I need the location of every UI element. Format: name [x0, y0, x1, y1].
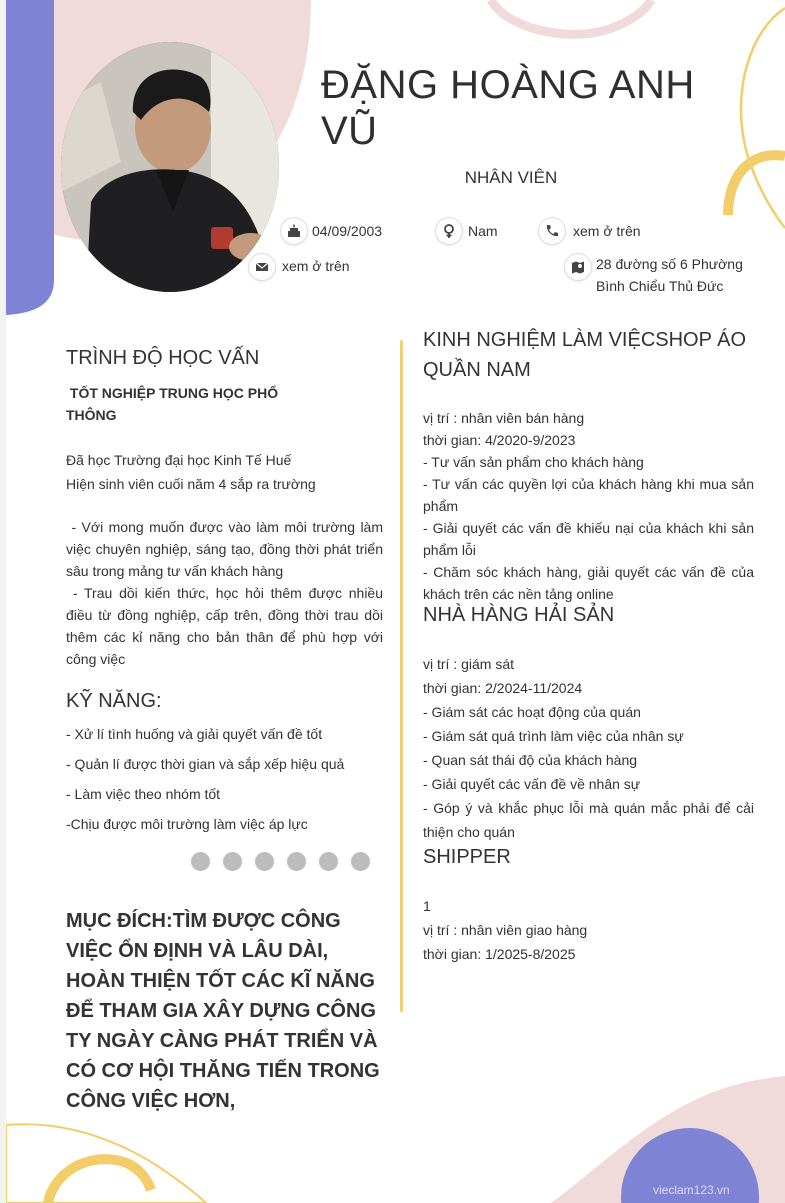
cv-page [6, 0, 785, 1203]
phone-icon [539, 218, 565, 244]
rating-dot [287, 852, 306, 871]
experience-heading: KINH NGHIỆM LÀM VIỆCSHOP ÁO QUẦN NAM [423, 329, 747, 381]
job3-details [423, 894, 754, 966]
job2-duty: - Giám sát các hoạt động của quán [423, 704, 641, 720]
rating-dot [319, 852, 338, 871]
job3-heading: SHIPPER [423, 846, 511, 868]
map-icon [565, 254, 591, 280]
candidate-name: ĐẶNG HOÀNG ANH VŨ [321, 63, 695, 153]
rating-dot [223, 852, 242, 871]
email-icon [249, 254, 275, 280]
skill-item: - Làm việc theo nhóm tốt [66, 786, 221, 802]
skill-item: - Xử lí tình huống và giải quyết vấn đề tốt [66, 726, 323, 742]
job2-time: thời gian: 2/2024-11/2024 [423, 680, 583, 696]
skills-heading: KỸ NĂNG: [66, 690, 162, 712]
job1-duty: - Giải quyết các vấn đề khiếu nại của khách khi sản phẩm lỗi [423, 520, 754, 558]
rating-dot [351, 852, 370, 871]
career-goal: MỤC ĐÍCH:TÌM ĐƯỢC CÔNG VIỆC ỔN ĐỊNH VÀ LÂU DÀI, HOÀN THIỆN TỐT CÁC KĨ NĂNG ĐỂ THAM GIA XÂY DỰNG CÔNG TY NGÀY CÀNG PHÁT TRIỂN VÀ CÓ CƠ HỘI THĂNG TIẾN TRONG CÔNG VIỆC HƠN, [66, 910, 380, 1112]
job2-heading: NHÀ HÀNG HẢI SẢN [423, 604, 615, 626]
watermark-text: vieclam123.vn [653, 1183, 730, 1197]
job2-details [423, 652, 754, 844]
address-value: 28 đường số 6 Phường Bình Chiểu Thủ Đức [596, 256, 743, 294]
job2-position: vị trí : giám sát [423, 656, 515, 672]
email-value: xem ở trên [282, 258, 350, 274]
education-heading: TRÌNH ĐỘ HỌC VẤN [66, 347, 260, 369]
job3-position: vị trí : nhân viên giao hàng [423, 922, 588, 938]
job-title: NHÂN VIÊN [464, 168, 558, 187]
skill-rating-dots [191, 852, 370, 871]
gender-icon [436, 218, 462, 244]
skill-item: - Quản lí được thời gian và sắp xếp hiệu quả [66, 756, 345, 772]
job3-time: thời gian: 1/2025-8/2025 [423, 946, 576, 962]
objective-paragraph-2: - Trau dồi kiến thức, học hỏi thêm được nhiều điều từ đồng nghiệp, cấp trên, đồng thời trau dồi thêm các kỉ năng cho bản thân để phù hợp với công việc [66, 585, 387, 667]
gender-value: Nam [468, 223, 498, 239]
job1-position: vị trí : nhân viên bán hàng [423, 410, 585, 426]
profile-photo [61, 42, 279, 292]
job2-duty: - Quan sát thái độ của khách hàng [423, 752, 638, 768]
job2-duty: - Giám sát quá trình làm việc của nhân sự [423, 728, 684, 744]
column-divider [400, 340, 403, 1012]
birthday-cake-icon [281, 218, 307, 244]
skill-item: -Chịu được môi trường làm việc áp lực [66, 816, 308, 832]
education-status: Hiện sinh viên cuối năm 4 sắp ra trường [66, 476, 316, 492]
job3-number: 1 [423, 898, 431, 914]
job1-duty: - Chăm sóc khách hàng, giải quyết các vấn đề của khách trên các nền tảng online [423, 564, 754, 602]
rating-dot [255, 852, 274, 871]
job2-duty: - Góp ý và khắc phục lỗi mà quán mắc phải để cải thiện cho quán [423, 800, 754, 840]
phone-value: xem ở trên [573, 223, 641, 239]
education-school: Đã học Trường đại học Kinh Tế Huế [66, 452, 292, 468]
job1-time: thời gian: 4/2020-9/2023 [423, 432, 576, 448]
job1-duty: - Tư vấn sản phẩm cho khách hàng [423, 454, 644, 470]
birthday-value: 04/09/2003 [312, 223, 383, 239]
objective-paragraph-1: - Với mong muốn được vào làm môi trường làm việc chuyên nghiệp, sáng tạo, đồng thời phát triển sâu trong mảng tư vấn khách hàng [66, 519, 387, 579]
education-degree: TỐT NGHIỆP TRUNG HỌC PHỔ THÔNG [66, 385, 282, 423]
job1-duty: - Tư vấn các quyền lợi của khách hàng khi mua sản phẩm [423, 476, 754, 514]
rating-dot [191, 852, 210, 871]
job2-duty: - Giải quyết các vấn đề về nhân sự [423, 776, 641, 792]
job1-details [423, 407, 754, 605]
